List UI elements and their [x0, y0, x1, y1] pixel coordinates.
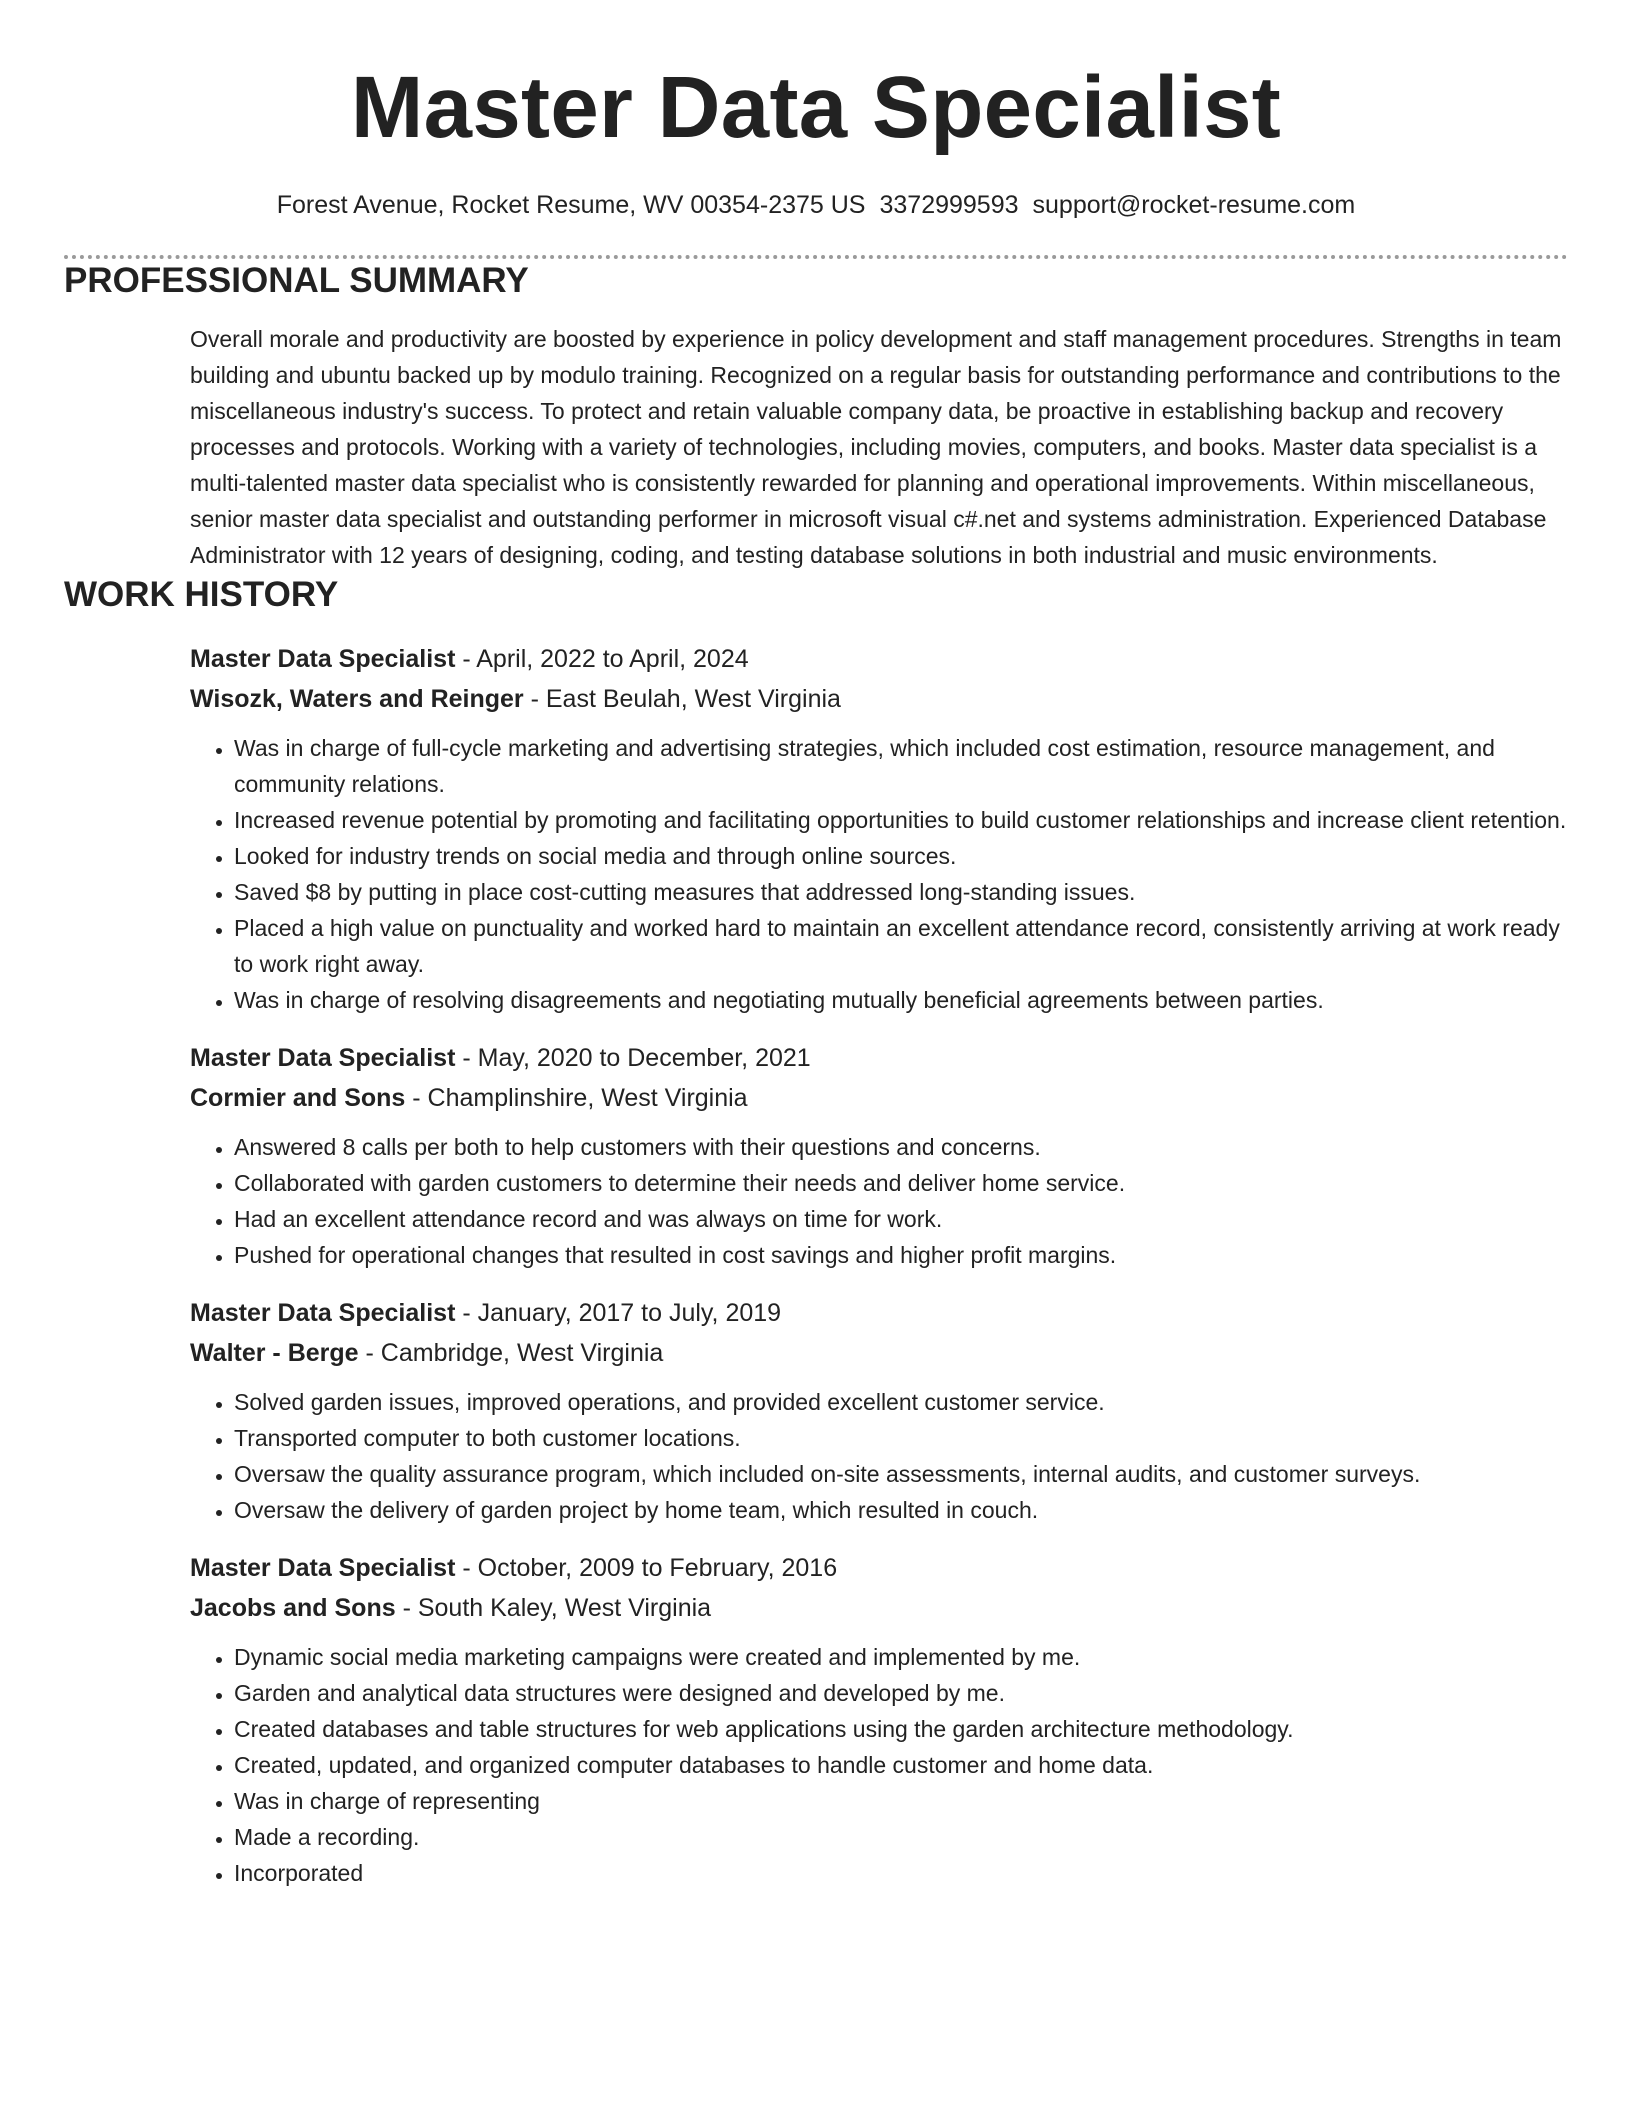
- job-entry: [190, 1293, 1568, 1528]
- job-title: Master Data Specialist: [190, 1044, 456, 1072]
- job-bullet: • Created, updated, and organized computer databases to handle customer and home data.: [234, 1747, 1568, 1783]
- job-company-line: [190, 679, 1568, 719]
- resume-page: [64, 0, 1568, 1891]
- work-history-heading: WORK HISTORY: [64, 575, 339, 614]
- job-location: - Champlinshire, West Virginia: [405, 1084, 748, 1112]
- job-bullet: • Collaborated with garden customers to determine their needs and deliver home service.: [234, 1165, 1568, 1201]
- job-bullet: • Had an excellent attendance record and was always on time for work.: [234, 1201, 1568, 1237]
- job-company: Wisozk, Waters and Reinger: [190, 685, 524, 713]
- job-company: Walter - Berge: [190, 1339, 359, 1367]
- job-bullet: • Oversaw the quality assurance program, which included on-site assessments, internal audits, and customer surveys.: [234, 1456, 1568, 1492]
- job-dates: - May, 2020 to December, 2021: [455, 1044, 811, 1072]
- contact-address: Forest Avenue, Rocket Resume, WV 00354-2375 US: [276, 191, 866, 219]
- job-dates: - April, 2022 to April, 2024: [455, 645, 749, 673]
- job-bullet-list: [190, 1639, 1568, 1891]
- job-title-line: [190, 1038, 1568, 1078]
- job-bullet: • Pushed for operational changes that resulted in cost savings and higher profit margins.: [234, 1237, 1568, 1273]
- job-bullet: • Placed a high value on punctuality and worked hard to maintain an excellent attendance record, consistently arriving at work ready to work right away.: [234, 910, 1568, 982]
- job-bullet-list: [190, 1384, 1568, 1528]
- job-location: - South Kaley, West Virginia: [395, 1594, 712, 1622]
- job-bullet: • Oversaw the delivery of garden project by home team, which resulted in couch.: [234, 1492, 1568, 1528]
- job-bullet: • Increased revenue potential by promoting and facilitating opportunities to build customer relationships and increase client retention.: [234, 802, 1568, 838]
- job-bullet-list: [190, 730, 1568, 1018]
- job-company-line: [190, 1078, 1568, 1118]
- job-bullet: • Saved $8 by putting in place cost-cutting measures that addressed long-standing issues.: [234, 874, 1568, 910]
- job-location: - Cambridge, West Virginia: [358, 1339, 664, 1367]
- job-bullet: • Solved garden issues, improved operations, and provided excellent customer service.: [234, 1384, 1568, 1420]
- work-history-list: [190, 639, 1568, 1891]
- summary-text: Overall morale and productivity are boosted by experience in policy development and staff management procedures. Strengths in team building and ubuntu backed up by modulo training. Recognized on a regular basis for outstanding performance and contributions to the miscellaneous industry's success. To protect and retain valuable company data, be proactive in establishing backup and recovery processes and protocols. Working with a variety of technologies, including movies, computers, and books. Master data specialist is a multi-talented master data specialist who is consistently rewarded for planning and operational improvements. Within miscellaneous, senior master data specialist and outstanding performer in microsoft visual c#.net and systems administration. Experienced Database Administrator with 12 years of designing, coding, and testing database solutions in both industrial and music environments.: [190, 326, 1562, 568]
- job-location: - East Beulah, West Virginia: [523, 685, 841, 713]
- job-bullet: • Was in charge of full-cycle marketing and advertising strategies, which included cost estimation, resource management, and community relations.: [234, 730, 1568, 802]
- job-title: Master Data Specialist: [190, 645, 456, 673]
- job-dates: - January, 2017 to July, 2019: [455, 1299, 782, 1327]
- job-bullet: • Garden and analytical data structures were designed and developed by me.: [234, 1675, 1568, 1711]
- job-entry: [190, 1038, 1568, 1273]
- job-title: Master Data Specialist: [190, 1554, 456, 1582]
- job-bullet: • Incorporated: [234, 1855, 1568, 1891]
- job-title-line: [190, 1293, 1568, 1333]
- job-bullet: • Dynamic social media marketing campaigns were created and implemented by me.: [234, 1639, 1568, 1675]
- job-entry: [190, 639, 1568, 1018]
- job-company: Jacobs and Sons: [190, 1594, 396, 1622]
- job-dates: - October, 2009 to February, 2016: [455, 1554, 838, 1582]
- summary-heading: PROFESSIONAL SUMMARY: [64, 261, 529, 300]
- contact-phone: 3372999593: [879, 191, 1019, 219]
- job-bullet: • Transported computer to both customer locations.: [234, 1420, 1568, 1456]
- job-company: Cormier and Sons: [190, 1084, 406, 1112]
- job-bullet: • Was in charge of representing: [234, 1783, 1568, 1819]
- job-bullet: • Created databases and table structures for web applications using the garden architecture methodology.: [234, 1711, 1568, 1747]
- job-company-line: [190, 1588, 1568, 1628]
- job-bullet: • Made a recording.: [234, 1819, 1568, 1855]
- contact-line: [64, 188, 1568, 222]
- job-entry: [190, 1548, 1568, 1891]
- job-bullet: • Answered 8 calls per both to help customers with their questions and concerns.: [234, 1129, 1568, 1165]
- job-bullet: • Looked for industry trends on social media and through online sources.: [234, 838, 1568, 874]
- job-title-line: [190, 639, 1568, 679]
- resume-name: Master Data Specialist: [350, 59, 1282, 156]
- contact-email: support@rocket-resume.com: [1032, 191, 1356, 219]
- job-title: Master Data Specialist: [190, 1299, 456, 1327]
- job-bullet-list: [190, 1129, 1568, 1273]
- job-title-line: [190, 1548, 1568, 1588]
- job-bullet: • Was in charge of resolving disagreements and negotiating mutually beneficial agreements between parties.: [234, 982, 1568, 1018]
- job-company-line: [190, 1333, 1568, 1373]
